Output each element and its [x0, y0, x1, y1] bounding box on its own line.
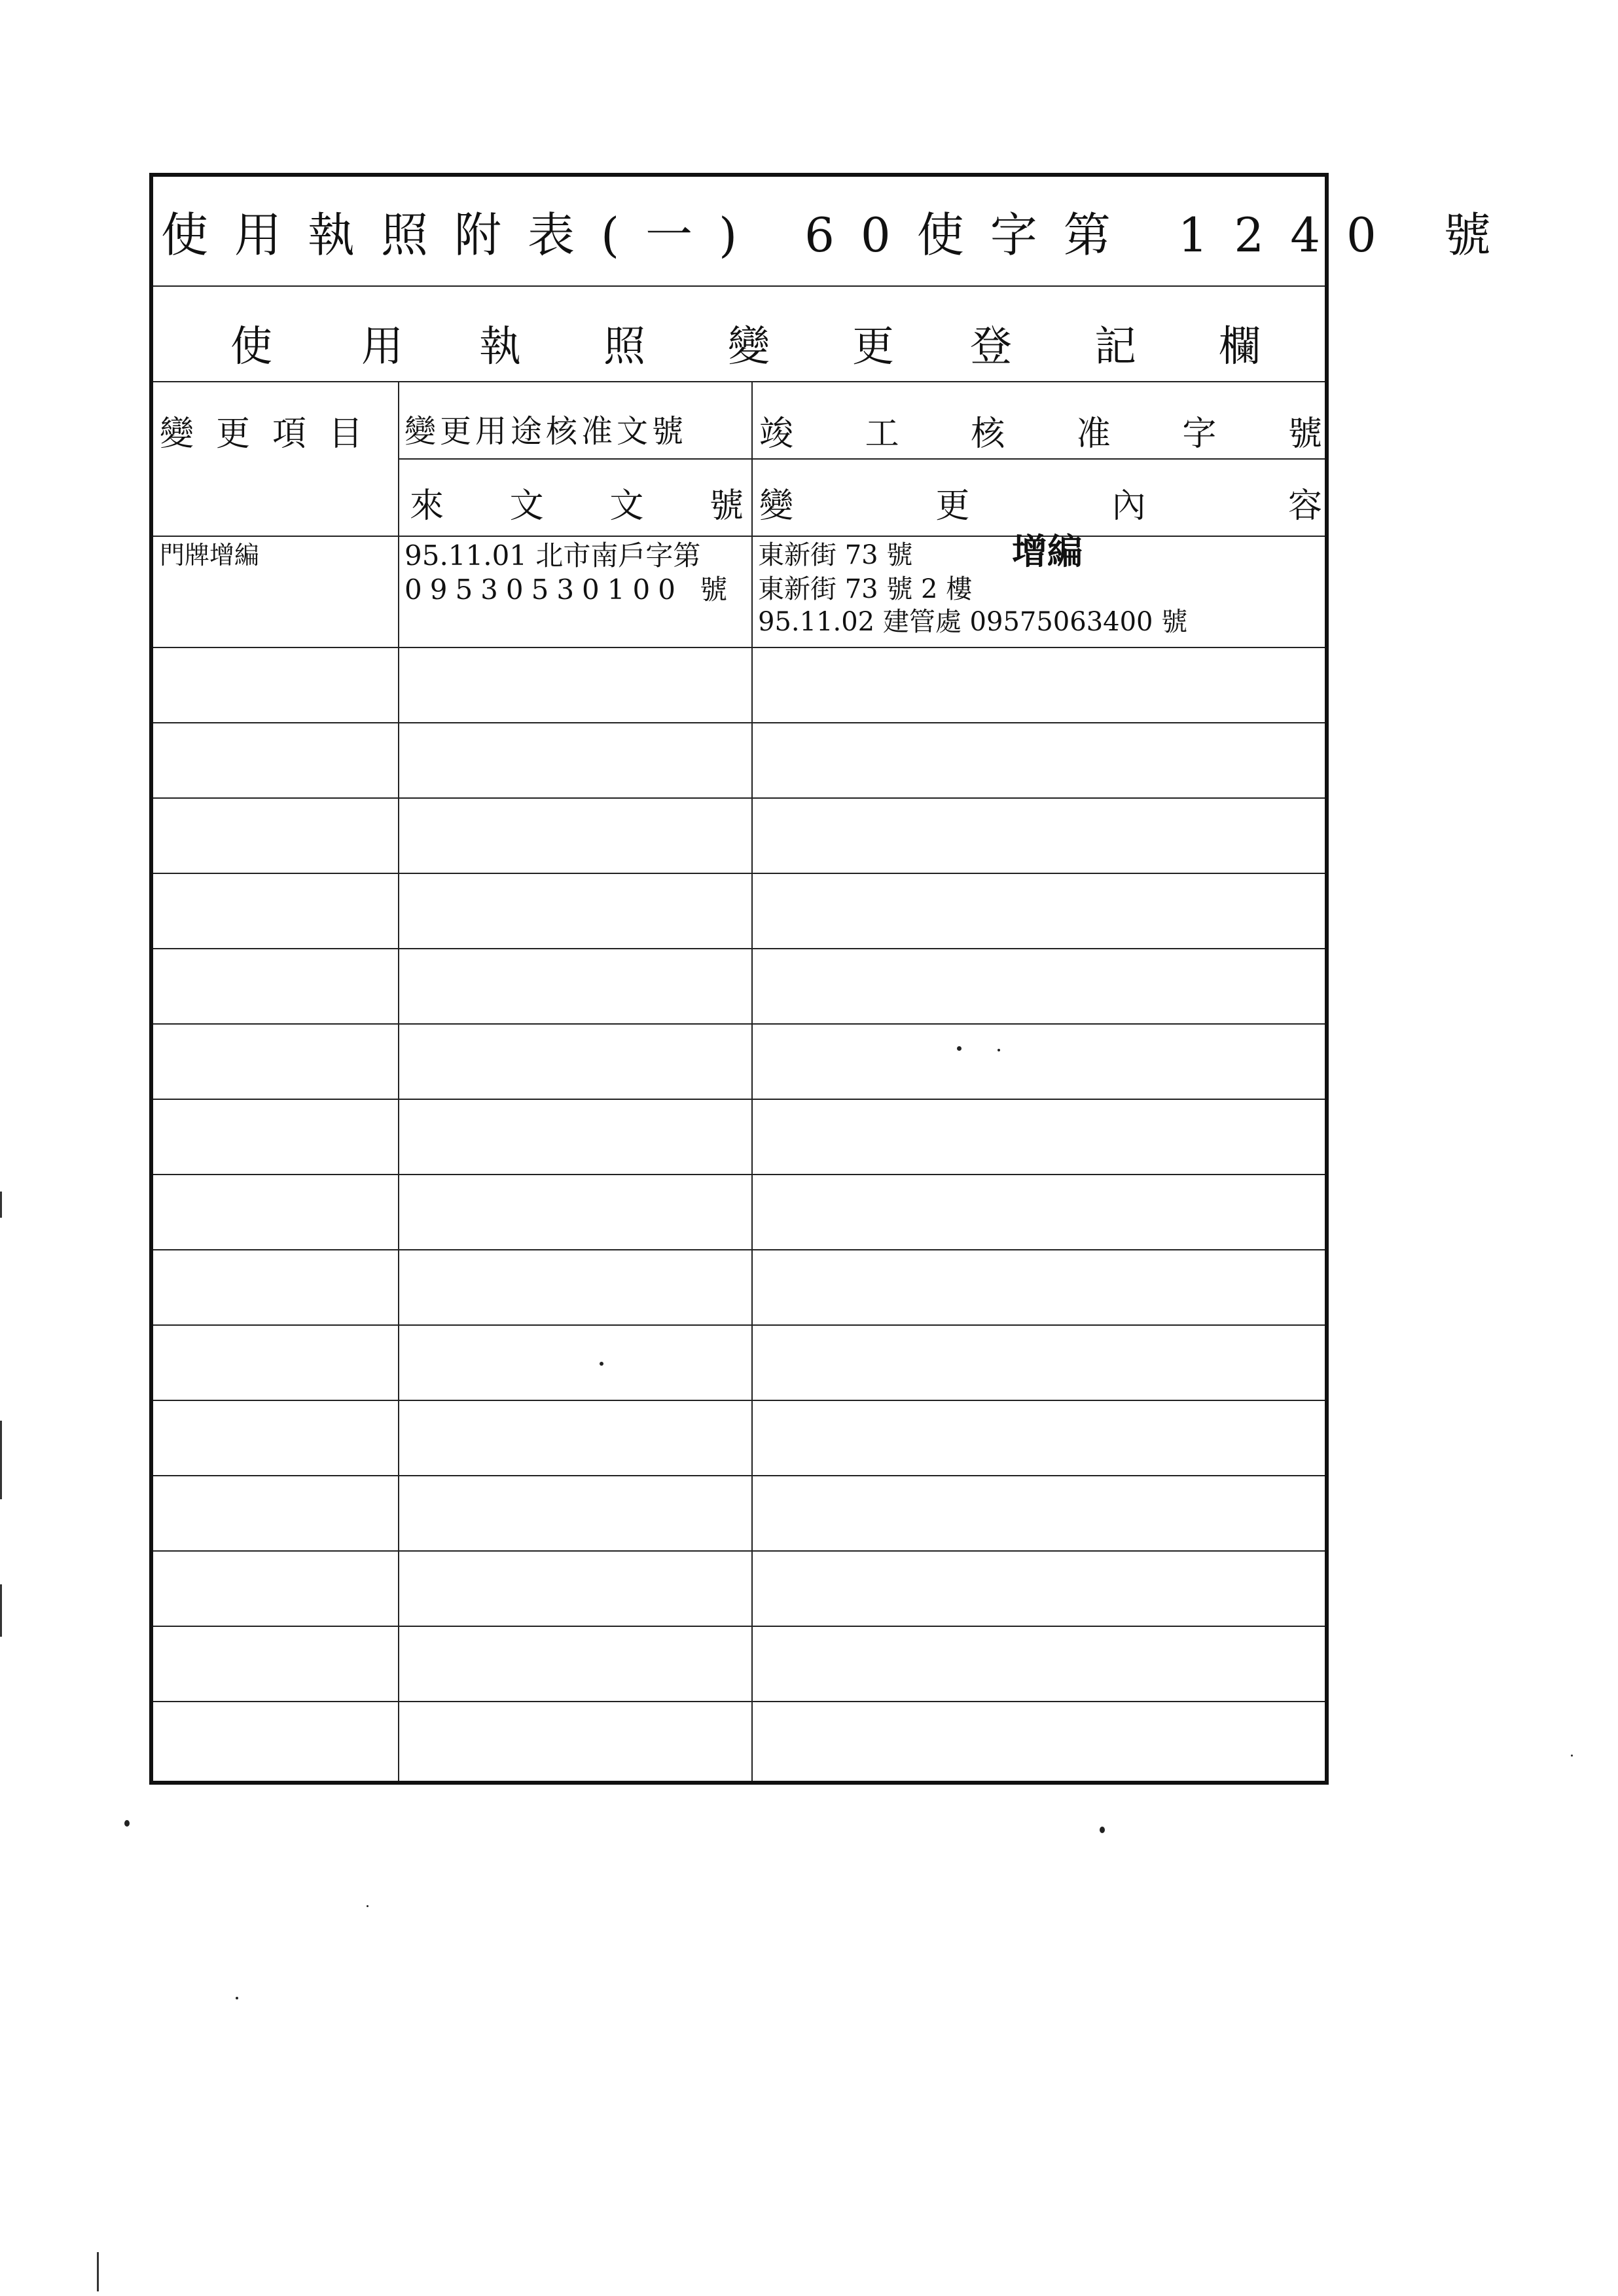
header-mid-line — [398, 458, 1325, 460]
row-content-annotation: 增編 — [1012, 530, 1083, 572]
row-doc-line2: 09530530100 號 — [404, 574, 736, 606]
row-line — [153, 1475, 1325, 1476]
column-divider-2 — [751, 382, 753, 1781]
header-approval-doc: 變更用途核准文號 — [404, 413, 688, 450]
title-code: 1240 — [1178, 208, 1403, 263]
row-line — [153, 1099, 1325, 1100]
row-line — [153, 722, 1325, 723]
speck — [957, 1046, 962, 1051]
header-char: 竣 — [759, 414, 794, 454]
header-item-label: 變更項目 — [160, 414, 386, 454]
speck — [124, 1820, 130, 1827]
subtitle-char: 變 — [728, 323, 770, 371]
row-line — [153, 797, 1325, 799]
row-content-line1: 東新街 73 號 — [758, 540, 913, 570]
form-subtitle — [153, 287, 1325, 382]
row-line — [153, 873, 1325, 874]
header-char: 工 — [865, 414, 899, 454]
title-prefix: 使用執照附表(一) — [161, 208, 764, 263]
speck — [1571, 1755, 1573, 1757]
edge-mark — [97, 2252, 99, 2291]
edge-mark — [0, 1421, 2, 1499]
row-line — [153, 1023, 1325, 1025]
subtitle-char: 使 — [230, 323, 272, 371]
form-title-text — [161, 197, 1517, 265]
row-line — [153, 1701, 1325, 1702]
edge-mark — [0, 1584, 2, 1637]
header-char: 核 — [971, 414, 1005, 454]
edge-mark — [0, 1192, 2, 1218]
row-content-line2: 東新街 73 號 2 樓 — [758, 574, 973, 604]
row-line — [153, 948, 1325, 949]
change-registration-form — [149, 173, 1517, 1785]
row-line — [153, 1324, 1325, 1326]
subtitle-char: 登 — [970, 323, 1012, 371]
header-char: 號 — [1287, 414, 1322, 454]
row-line — [153, 1249, 1325, 1250]
header-char: 文 — [509, 486, 544, 526]
header-char: 更 — [935, 486, 970, 526]
header-char: 准 — [1076, 414, 1111, 454]
speck — [367, 1905, 369, 1907]
form-title — [153, 177, 1517, 287]
header-char: 字 — [1182, 414, 1217, 454]
column-divider-1 — [398, 382, 399, 1781]
title-suffix: 號 — [1443, 208, 1517, 263]
header-char: 內 — [1111, 486, 1146, 526]
row-line — [153, 1400, 1325, 1401]
speck — [236, 1997, 238, 1999]
header-char: 文 — [609, 486, 644, 526]
speck — [600, 1362, 603, 1366]
subtitle-char: 欄 — [1219, 323, 1261, 371]
header-char: 來 — [410, 486, 444, 526]
header-item — [160, 406, 389, 455]
speck — [1100, 1827, 1105, 1833]
header-char: 號 — [709, 486, 744, 526]
row-line — [153, 1550, 1325, 1552]
speck — [998, 1049, 1000, 1051]
row-line — [153, 647, 1325, 648]
header-change-content — [759, 478, 1322, 527]
header-incoming-doc — [410, 478, 744, 527]
row-doc-line1: 95.11.01 北市南戶字第 — [404, 539, 701, 572]
subtitle-char: 照 — [603, 323, 645, 371]
row-line — [153, 1626, 1325, 1627]
header-completion-no — [759, 406, 1322, 455]
header-bottom-line — [153, 536, 1325, 537]
row-line — [153, 1174, 1325, 1175]
subtitle-char: 執 — [479, 323, 521, 371]
title-number: 60使字第 — [804, 208, 1137, 263]
header-char: 容 — [1287, 486, 1322, 526]
subtitle-char: 記 — [1094, 323, 1136, 371]
subtitle-char: 更 — [852, 323, 894, 371]
row-content-line3: 95.11.02 建管處 09575063400 號 — [758, 607, 1188, 637]
header-char: 變 — [759, 486, 794, 526]
row-item: 門牌增編 — [160, 541, 260, 570]
subtitle-char: 用 — [361, 323, 403, 371]
